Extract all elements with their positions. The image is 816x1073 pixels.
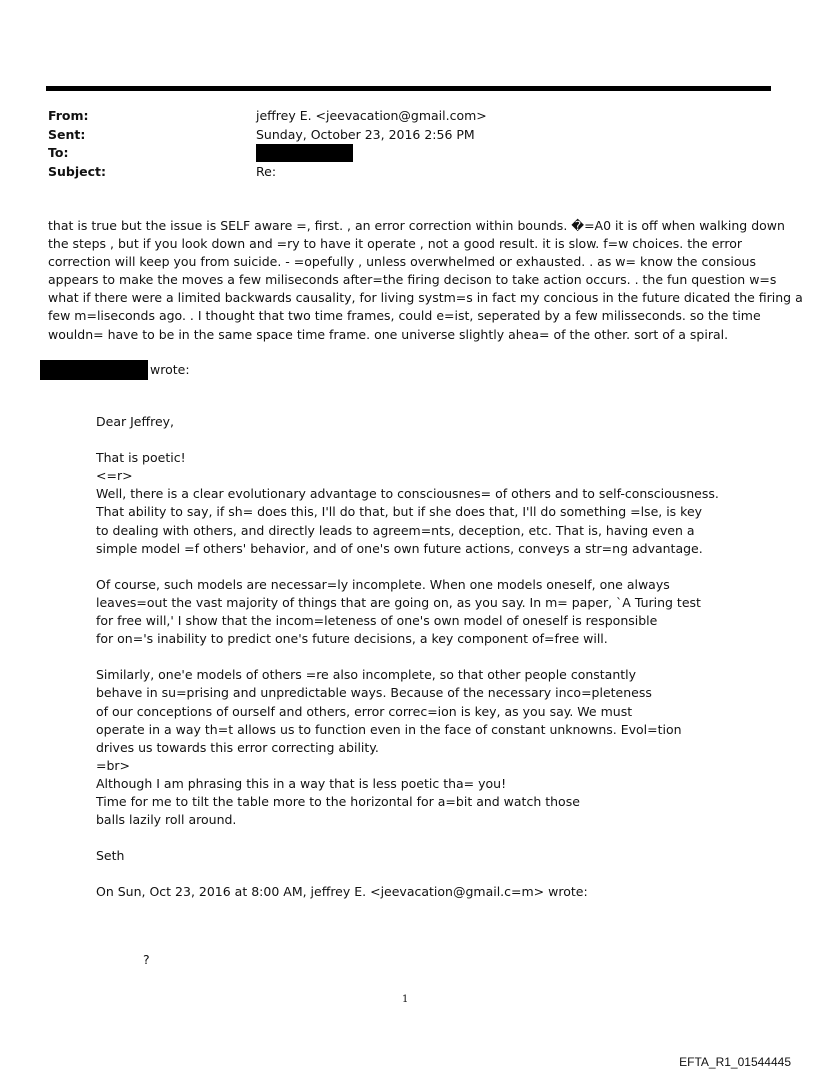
quoted-line: of our conceptions of ourself and others, error correc=ion is key, as you say. We must: [96, 703, 633, 719]
reply-body: [48, 217, 803, 344]
subject-value: Re:: [256, 163, 277, 179]
quoted-line: Time for me to tilt the table more to the horizontal for a=bit and watch those: [96, 793, 580, 809]
document-id: EFTA_R1_01544445: [679, 1055, 791, 1069]
quoted-line: leaves=out the vast majority of things that are going on, as you say. In m= paper, `A Turing test: [96, 594, 701, 610]
from-value[interactable]: jeffrey E. <jeevacation@gmail.com>: [256, 108, 487, 123]
reply-line: wouldn= have to be in the same space time frame. one universe slightly ahea= of the other. sort of a spiral.: [48, 326, 729, 342]
quoted-line: Well, there is a clear evolutionary advantage to consciousnes= of others and to self-consciousness.: [96, 486, 719, 502]
subject-label: Subject:: [48, 163, 106, 179]
quoted-line: behave in su=prising and unpredictable ways. Because of the necessary inco=pleteness: [96, 685, 652, 701]
reply-line: what if there were a limited backwards causality, for living systm=s in fact my concious in the future dicated the firing a: [48, 290, 803, 306]
greeting: Dear Jeffrey,: [96, 414, 175, 429]
quoted-line: balls lazily roll around.: [96, 812, 237, 828]
to-row: [48, 144, 768, 163]
quoted-line: for on='s inability to predict one's future decisions, a key component of=free will.: [96, 631, 608, 647]
reply-line: that is true but the issue is SELF aware =, first. , an error correction within bounds. �=A0 it is off when walking down: [48, 218, 785, 233]
sent-label: Sent:: [48, 126, 86, 142]
reply-line: the steps , but if you look down and =ry to have it operate , not a good result. it is slow. f=w choices. the error: [48, 236, 742, 252]
quoted-line: simple model =f others' behavior, and of one's own future actions, conveys a str=ng advantage.: [96, 540, 703, 556]
quoted-message: [96, 413, 736, 902]
quoted-line: operate in a way th=t allows us to function even in the face of constant unknowns. Evol=tion: [96, 721, 682, 737]
sent-row: [48, 126, 768, 145]
quoted-line: Similarly, one'e models of others =re also incomplete, so that other people constantly: [96, 667, 637, 683]
quoted-line: That ability to say, if sh= does this, I'll do that, but if she does that, I'll do something =lse, is key: [96, 504, 703, 520]
quoted-line: drives us towards this error correcting ability.: [96, 739, 379, 755]
reply-line: correction will keep you from suicide. - =opefully , unless overwhelmed or exhausted. . as w= know the consious: [48, 254, 756, 270]
quoted-line: <=r>: [96, 468, 133, 484]
signature: Seth: [96, 848, 125, 864]
attribution-line: On Sun, Oct 23, 2016 at 8:00 AM, jeffrey E. <jeevacation@gmail.c=m> wrote:: [96, 884, 588, 900]
quoted-line: =br>: [96, 757, 131, 773]
quoted-line: Of course, such models are necessar=ly incomplete. When one models oneself, one always: [96, 576, 670, 592]
reply-line: appears to make the moves a few miliseconds after=the firing decison to take action occurs. . the fun question w=s: [48, 272, 777, 288]
reply-line: few m=liseconds ago. . I thought that two time frames, could e=ist, seperated by a few milisseconds. so the time: [48, 308, 761, 324]
trailing-question-mark: ?: [143, 952, 150, 967]
quoted-line: to dealing with others, and directly leads to agreem=nts, deception, etc. That is, having even a: [96, 522, 695, 538]
redaction-box: [40, 360, 148, 380]
from-label: From:: [48, 108, 89, 123]
quoted-line: That is poetic!: [96, 450, 186, 466]
from-row: [48, 107, 768, 126]
quoted-line: Although I am phrasing this in a way that is less poetic tha= you!: [96, 775, 507, 791]
quoted-line: for free will,' I show that the incom=leteness of one's own model of oneself is responsible: [96, 613, 658, 629]
header-rule: [46, 86, 771, 91]
sent-value: Sunday, October 23, 2016 2:56 PM: [256, 126, 475, 142]
wrote-suffix: wrote:: [150, 362, 190, 377]
email-header: [48, 107, 768, 181]
subject-row: [48, 163, 768, 182]
to-value: [256, 144, 768, 163]
to-label: To:: [48, 145, 69, 160]
page-number: 1: [402, 994, 409, 1005]
wrote-line: [40, 360, 190, 380]
redaction-box: [256, 144, 353, 162]
